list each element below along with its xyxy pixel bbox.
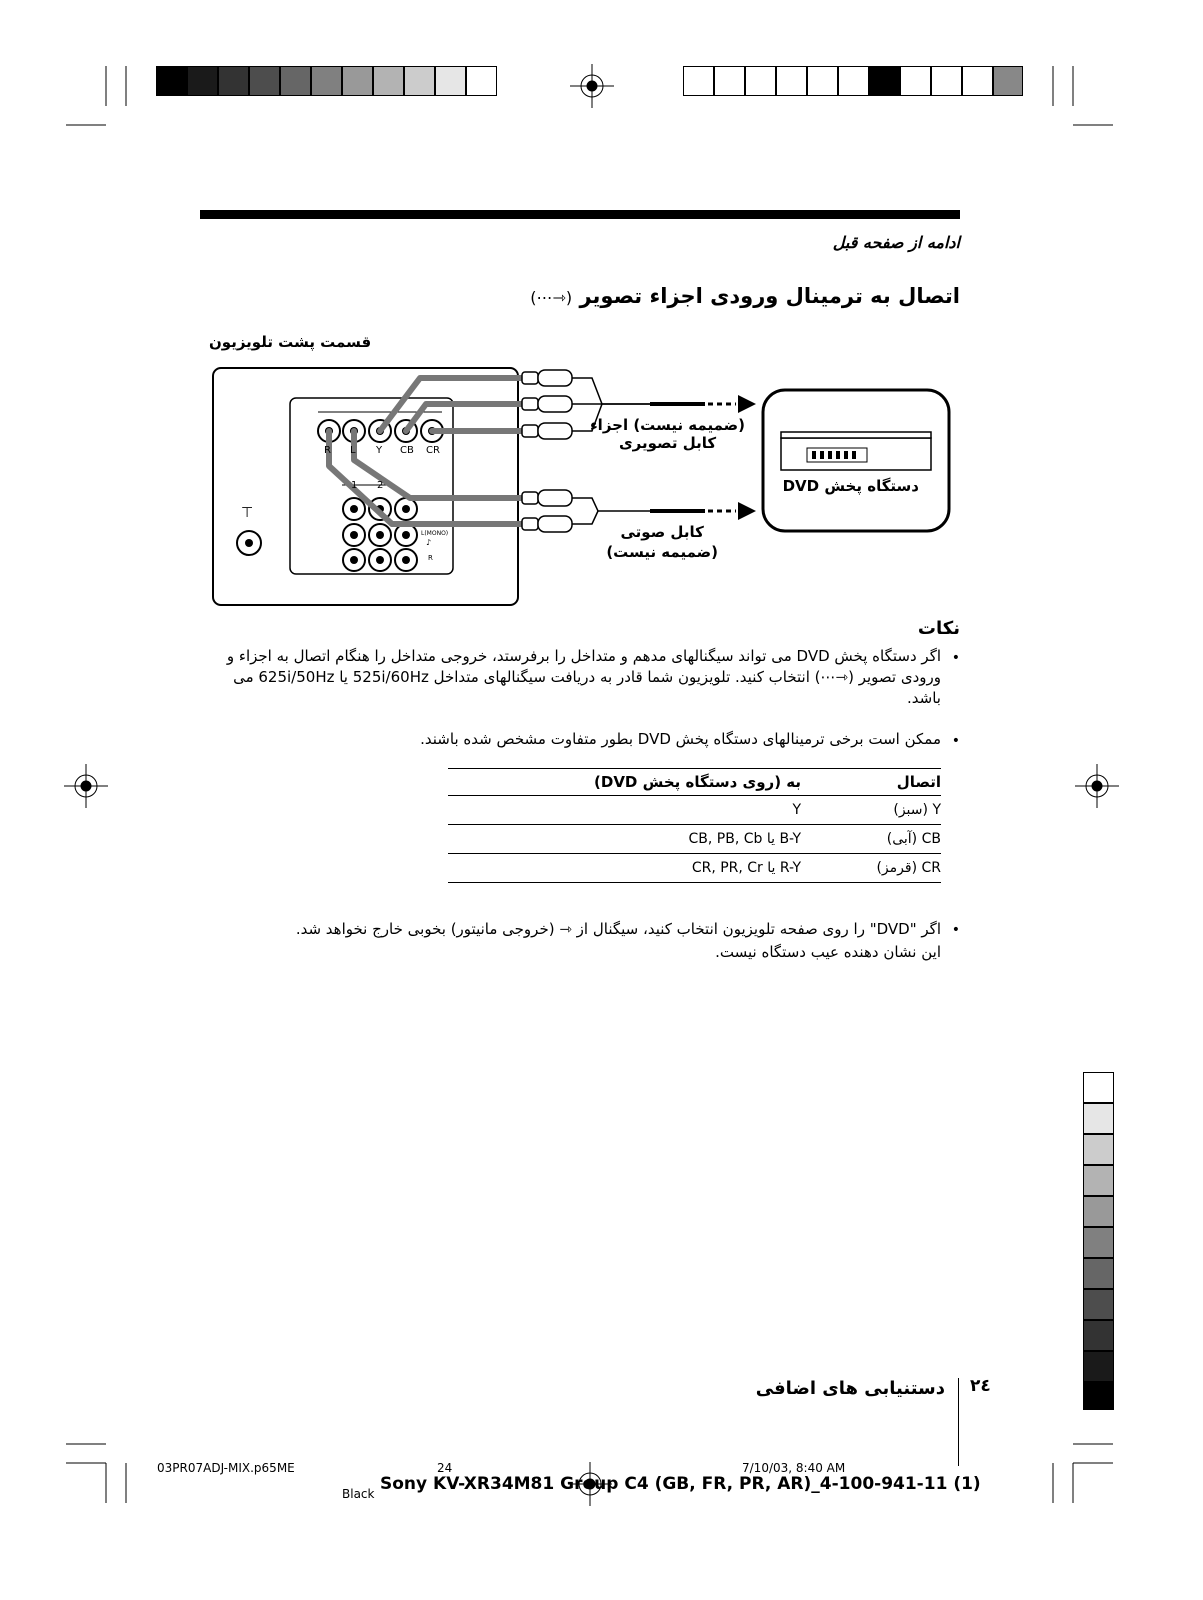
timestamp: 7/10/03, 8:40 AM <box>742 1461 846 1475</box>
table-cell-connect: CB (آبی) <box>811 825 941 854</box>
component-cable-label-line2: کابل تصویری <box>618 434 717 452</box>
jack-label-cb: CB <box>400 445 414 456</box>
note-item-2-text: ممکن است برخی ترمینالهای دستگاه پخش DVD بطور متفاوت مشخص شده باشند. <box>420 730 941 748</box>
page-ref: 24 <box>437 1461 453 1475</box>
section-title-text: اتصال به ترمینال ورودی اجزاء تصویر <box>579 284 960 308</box>
table-cell-connect: Y (سبز) <box>811 796 941 825</box>
note-bullet-1 <box>950 650 960 660</box>
page-number: ٢٤ <box>970 1376 991 1396</box>
component-input-icon: (⇾⋯) <box>530 288 573 307</box>
antenna-symbol: ⊤ <box>241 505 254 521</box>
note-item-3 <box>221 918 941 964</box>
note-bullet-2 <box>950 733 960 743</box>
table-cell-to: Y <box>448 796 811 825</box>
component-cable-label <box>590 416 745 452</box>
jack-label-cr: CR <box>426 445 440 456</box>
jack-label-2: 2 <box>377 480 384 491</box>
table-row <box>448 825 941 854</box>
note-item-3-line1: اگر "DVD" را روی صفحه تلویزیون انتخاب کنید، سیگنال از ⇾ (خروجی مانیتور) بخوبی خارج نخواهد شد. <box>295 920 941 938</box>
model-line: Sony KV-XR34M81 Group C4 (GB, FR, PR, AR)_4-100-941-11 (1) <box>380 1474 981 1494</box>
note-item-2 <box>221 729 941 750</box>
audio-cable-label <box>606 522 718 562</box>
audio-cable-label-line1: کابل صوتی <box>620 523 704 541</box>
table-cell-to: R-Y یا CR, PR, Cr <box>448 854 811 883</box>
note-item-1 <box>221 646 941 709</box>
jack-label-l-mono: L(MONO) <box>421 530 449 537</box>
table-row <box>448 854 941 883</box>
footer-divider <box>958 1378 959 1466</box>
color-label: Black <box>342 1487 375 1501</box>
note-item-1-text: اگر دستگاه پخش DVD می تواند سیگنالهای مدهم و متداخل را برفرستد، خروجی متداخل را هنگام اتصال به اجزاء و ورودی تصویر (⇾⋯) انتخاب کنید. تلویزیون شما قادر به دریافت سیگنالهای متداخل 525i/60Hz یا 625i/50Hz می باشد. <box>226 647 941 707</box>
notes-title: نکات <box>917 618 960 639</box>
connection-table <box>448 768 941 883</box>
jack-label-note: ♪ <box>426 538 432 547</box>
file-name: 03PR07ADJ-MIX.p65ME <box>157 1461 295 1475</box>
jack-label-l: L <box>350 445 356 456</box>
continued-label: ادامه از صفحه قبل <box>832 233 960 252</box>
jack-label-side-r: R <box>428 554 433 562</box>
tv-rear-label: قسمت پشت تلویزیون <box>209 333 372 351</box>
audio-cable-label-line2: (ضمیمه نیست) <box>606 543 718 561</box>
footer-section-name: دستنیابی های اضافی <box>755 1378 945 1399</box>
note-item-3-line2: این نشان دهنده عیب دستگاه نیست. <box>715 943 941 961</box>
table-cell-to: B-Y یا CB, PB, Cb <box>448 825 811 854</box>
jack-label-1: 1 <box>351 480 358 491</box>
component-cable-label-line1: (ضمیمه نیست) اجزاء <box>590 416 745 434</box>
dvd-label: دستگاه پخش DVD <box>782 477 919 495</box>
jack-label-y: Y <box>376 445 383 456</box>
note-bullet-3 <box>950 922 960 932</box>
table-header-to: به (روی دستگاه پخش DVD) <box>448 769 811 796</box>
table-header-connect: اتصال <box>811 769 941 796</box>
table-row <box>448 796 941 825</box>
jack-label-r: R <box>324 445 331 456</box>
table-cell-connect: CR (قرمز) <box>811 854 941 883</box>
